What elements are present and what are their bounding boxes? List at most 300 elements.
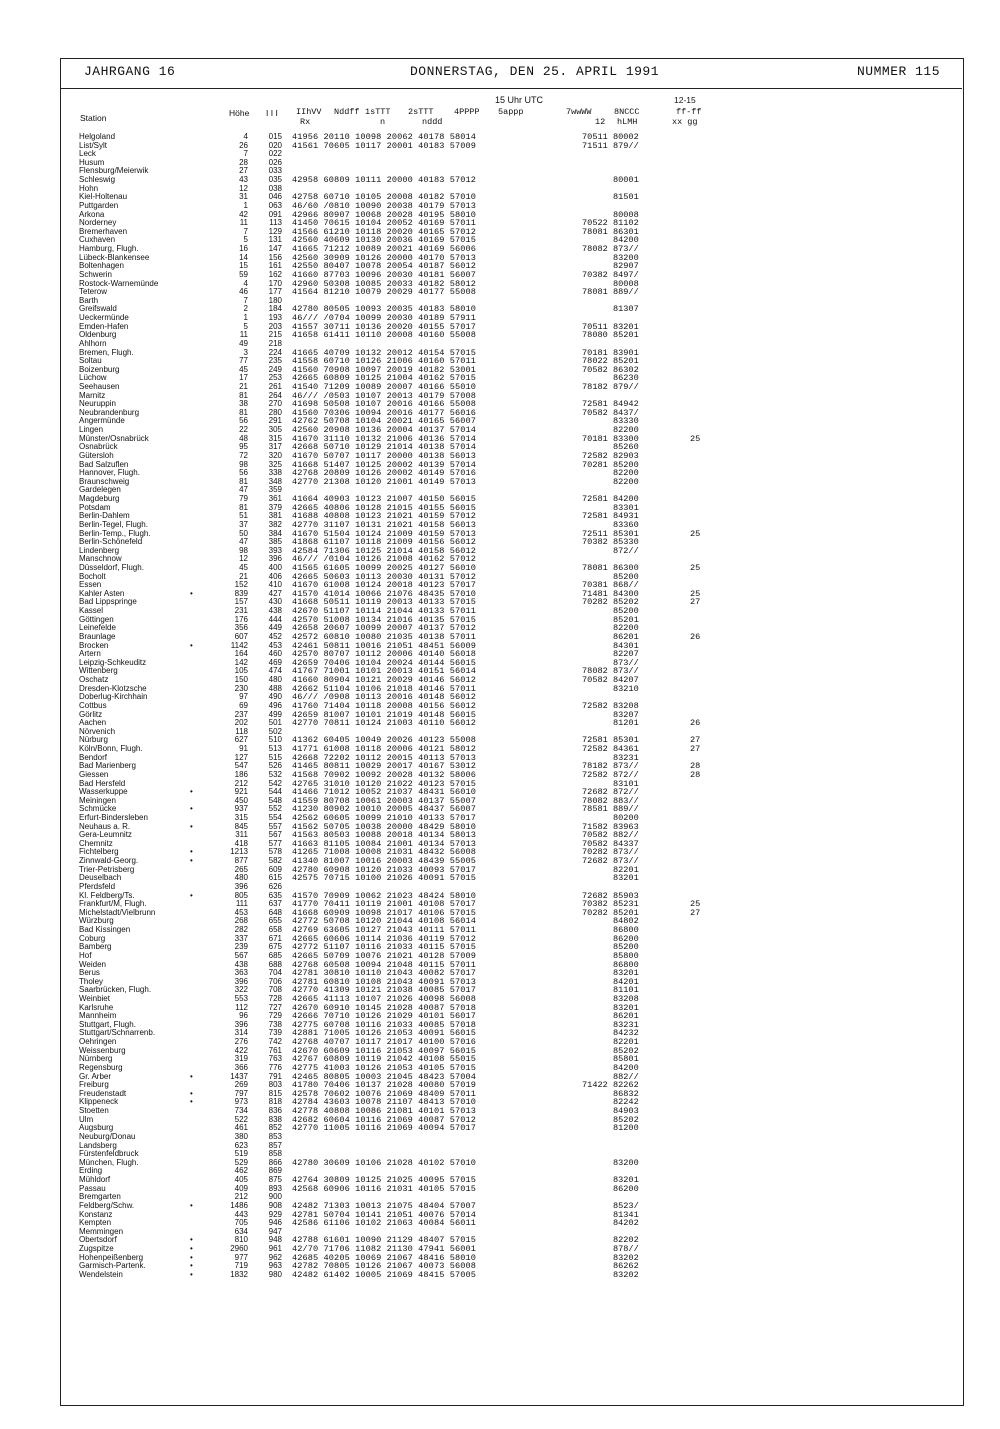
station-height: 450 <box>234 795 248 805</box>
station-name: Neuburg/Donau <box>79 1131 136 1141</box>
station-height: 845 <box>234 821 248 831</box>
observation-groups: 42482 71303 10013 21075 48404 57007 <box>292 1200 476 1211</box>
table-row <box>0 581 1000 590</box>
station-id: 379 <box>268 502 282 512</box>
station-id: 615 <box>268 873 282 883</box>
table-row <box>0 280 1000 289</box>
station-height: 231 <box>234 606 248 616</box>
station-name: Berus <box>79 968 100 978</box>
observation-groups: 42758 60710 10105 20008 40182 57010 <box>292 192 476 203</box>
station-name: Regensburg <box>79 1062 123 1072</box>
station-name: Leck <box>79 149 96 159</box>
mountain-marker: • <box>190 1071 193 1081</box>
table-row <box>0 547 1000 556</box>
observation-groups: 41664 40903 10123 21007 40150 56015 <box>292 494 476 505</box>
station-name: Rostock-Warnemünde <box>79 278 159 288</box>
gust-value: 28 <box>690 761 701 772</box>
station-name: Bocholt <box>79 571 106 581</box>
extra-groups: 70582 8437/ <box>582 407 639 418</box>
station-height: 45 <box>239 364 248 374</box>
extra-groups: 72581 84942 <box>582 399 639 410</box>
extra-groups: 70582 84207 <box>582 675 639 686</box>
extra-groups: 78581 889// <box>582 804 639 815</box>
station-name: Neuruppin <box>79 399 116 409</box>
station-height: 461 <box>234 1123 248 1133</box>
extra-groups: 70582 86302 <box>582 364 639 375</box>
observation-groups: 42772 50708 10120 21044 40108 56014 <box>292 916 476 927</box>
station-id: 022 <box>268 149 282 159</box>
extra-groups: 82200 <box>582 425 639 436</box>
station-id: 427 <box>268 588 282 598</box>
station-id: 496 <box>268 700 282 710</box>
extra-groups: 80001 <box>582 175 639 186</box>
station-id: 063 <box>268 200 282 210</box>
station-name: Bad Marienberg <box>79 761 136 771</box>
station-id: 510 <box>268 735 282 745</box>
station-id: 035 <box>268 175 282 185</box>
observation-groups: 41670 31110 10132 21006 40136 57014 <box>292 433 476 444</box>
observation-groups: 42550 80407 10078 20054 40187 56012 <box>292 261 476 272</box>
table-row <box>0 288 1000 297</box>
table-row <box>0 349 1000 358</box>
station-height: 202 <box>234 718 248 728</box>
table-row <box>0 1124 1000 1133</box>
station-name: Saarbrücken, Flugh. <box>79 985 152 995</box>
table-row <box>0 814 1000 823</box>
station-id: 315 <box>268 433 282 443</box>
gust-value: 27 <box>690 597 701 608</box>
observation-groups: 41670 61008 10124 20018 40123 57017 <box>292 580 476 591</box>
table-row <box>0 297 1000 306</box>
extra-groups: 83202 <box>582 1252 639 1263</box>
extra-groups: 72682 85903 <box>582 890 639 901</box>
table-row <box>0 1159 1000 1168</box>
table-row <box>0 788 1000 797</box>
station-name: Berlin-Dahlem <box>79 511 130 521</box>
observation-groups: 42666 70710 10126 21029 40101 56017 <box>292 1011 476 1022</box>
station-height: 268 <box>234 916 248 926</box>
observation-groups: 42770 21308 10120 21001 40149 57013 <box>292 476 476 487</box>
station-name: Berlin-Tegel, Flugh. <box>79 519 148 529</box>
observation-groups: 46/// /0104 10126 21008 40162 57012 <box>292 554 476 565</box>
observation-groups: 41780 70406 10137 21028 40080 57019 <box>292 1080 476 1091</box>
table-row <box>0 1185 1000 1194</box>
extra-groups: 78081 86300 <box>582 563 639 573</box>
table-row <box>0 1055 1000 1064</box>
station-id: 020 <box>268 140 282 150</box>
station-name: Garmisch-Partenk. <box>79 1261 146 1271</box>
extra-groups: 83201 <box>582 1175 639 1186</box>
gust-value: 28 <box>690 769 701 780</box>
table-row <box>0 1228 1000 1237</box>
extra-groups: 84202 <box>582 1218 639 1229</box>
mountain-marker: • <box>190 1252 193 1262</box>
station-id: 460 <box>268 649 282 659</box>
station-height: 237 <box>234 709 248 719</box>
table-row <box>0 736 1000 745</box>
table-row <box>0 754 1000 763</box>
observation-groups: 41568 70902 10092 20028 40132 58006 <box>292 769 476 780</box>
station-name: Oschatz <box>79 675 109 685</box>
extra-groups: 72682 872// <box>582 787 639 798</box>
table-row <box>0 969 1000 978</box>
table-row <box>0 495 1000 504</box>
observation-groups: 41668 60909 10098 21017 40106 57015 <box>292 907 476 918</box>
station-name: Tholey <box>79 976 104 986</box>
table-row <box>0 926 1000 935</box>
station-name: Michelstadt/Vielbrunn <box>79 907 156 917</box>
station-name: Kiel-Holtenau <box>79 192 128 202</box>
station-name: Lüchow <box>79 373 107 383</box>
station-id: 449 <box>268 623 282 633</box>
col-n: n <box>380 117 386 127</box>
station-height: 50 <box>239 528 248 538</box>
station-name: Memmingen <box>79 1226 124 1236</box>
table-row <box>0 262 1000 271</box>
extra-groups: 85200 <box>582 571 639 582</box>
extra-groups: 80008 <box>582 278 639 289</box>
extra-groups: 83202 <box>582 1269 639 1280</box>
station-name: Ueckermünde <box>79 313 129 323</box>
station-height: 12 <box>239 183 248 193</box>
station-name: Konstanz <box>79 1209 113 1219</box>
table-row <box>0 1012 1000 1021</box>
station-height: 11 <box>239 330 248 340</box>
station-id: 763 <box>268 1054 282 1064</box>
observation-groups: 42570 80707 10112 20006 40140 56018 <box>292 649 476 660</box>
table-row <box>0 1029 1000 1038</box>
station-name: Leinefelde <box>79 623 116 633</box>
station-id: 305 <box>268 425 282 435</box>
station-height: 356 <box>234 623 248 633</box>
station-name: Bad Hersfeld <box>79 778 126 788</box>
table-row <box>0 1254 1000 1263</box>
station-name: Feldberg/Schw. <box>79 1200 135 1210</box>
table-row <box>0 616 1000 625</box>
station-name: Würzburg <box>79 916 114 926</box>
station-id: 235 <box>268 356 282 366</box>
table-row <box>0 745 1000 754</box>
station-header: Station <box>80 113 107 123</box>
station-name: Neubrandenburg <box>79 407 140 417</box>
station-height: 1 <box>243 200 248 210</box>
station-height: 7 <box>243 149 248 159</box>
extra-groups: 84201 <box>582 976 639 987</box>
table-row <box>0 202 1000 211</box>
extra-groups: 882// <box>582 1071 639 1082</box>
station-height: 480 <box>234 873 248 883</box>
station-name: Coburg <box>79 933 106 943</box>
station-name: Boltenhagen <box>79 261 124 271</box>
table-row <box>0 564 1000 573</box>
station-height: 43 <box>239 175 248 185</box>
mountain-marker: • <box>190 1243 193 1253</box>
station-id: 582 <box>268 856 282 866</box>
extra-groups: 878// <box>582 1243 639 1254</box>
station-height: 1213 <box>230 847 248 857</box>
station-id: 382 <box>268 519 282 529</box>
station-name: Hamburg, Flugh. <box>79 244 139 254</box>
observation-groups: 41668 51407 10125 20002 40139 57014 <box>292 459 476 470</box>
table-row <box>0 1142 1000 1151</box>
date-label: DONNERSTAG, DEN 25. APRIL 1991 <box>410 64 660 79</box>
extra-groups: 85200 <box>582 606 639 617</box>
station-id: 858 <box>268 1149 282 1159</box>
station-id: 253 <box>268 373 282 383</box>
station-name: Schwerin <box>79 269 112 279</box>
observation-groups: 41450 70615 10104 20052 40169 57011 <box>292 218 476 229</box>
station-height: 97 <box>239 692 248 702</box>
station-id: 727 <box>268 1002 282 1012</box>
observation-groups: 42770 11005 10116 21069 40094 57017 <box>292 1123 476 1134</box>
station-name: Kl. Feldberg/Ts. <box>79 890 135 900</box>
station-name: Husum <box>79 157 105 167</box>
extra-groups: 70582 84337 <box>582 838 639 849</box>
extra-groups: 72581 85301 <box>582 735 639 746</box>
extra-groups: 85202 <box>582 1114 639 1125</box>
station-name: Erfurt-Bindersleben <box>79 812 148 822</box>
col-iihvv: IIhVV <box>296 107 322 117</box>
table-row <box>0 254 1000 263</box>
table-row <box>0 443 1000 452</box>
observation-groups: 41566 61210 10118 20020 40165 57012 <box>292 226 476 237</box>
station-id: 469 <box>268 657 282 667</box>
station-height: 150 <box>234 675 248 685</box>
station-id: 177 <box>268 287 282 297</box>
station-height: 1142 <box>230 640 248 650</box>
station-name: Meiningen <box>79 795 116 805</box>
mountain-marker: • <box>190 1235 193 1245</box>
station-height: 81 <box>239 476 248 486</box>
station-name: Stuttgart, Flugh. <box>79 1019 136 1029</box>
station-height: 797 <box>234 1088 248 1098</box>
mountain-marker: • <box>190 640 193 650</box>
extra-groups: 82907 <box>582 261 639 272</box>
extra-groups: 83210 <box>582 683 639 694</box>
observation-groups: 42788 61601 10090 21129 48407 57015 <box>292 1235 476 1246</box>
observation-groups: 41670 50707 10117 20000 40138 56013 <box>292 450 476 461</box>
station-height: 937 <box>234 804 248 814</box>
table-row <box>0 400 1000 409</box>
station-id: 317 <box>268 442 282 452</box>
table-row <box>0 486 1000 495</box>
extra-groups: 81101 <box>582 985 639 996</box>
observation-groups: 42668 50710 10129 21014 40138 57014 <box>292 442 476 453</box>
observation-groups: 41465 80811 10029 20017 40167 53012 <box>292 761 476 772</box>
station-id: 739 <box>268 1028 282 1038</box>
observation-groups: 41557 30711 10136 20020 40155 57017 <box>292 321 476 332</box>
station-name: Lindenberg <box>79 545 120 555</box>
table-row <box>0 1107 1000 1116</box>
station-name: List/Sylt <box>79 140 108 150</box>
table-row <box>0 409 1000 418</box>
station-height: 418 <box>234 838 248 848</box>
station-name: Manschnow <box>79 554 122 564</box>
station-name: Emden-Hafen <box>79 321 129 331</box>
mountain-marker: • <box>190 787 193 797</box>
extra-groups: 70382 85231 <box>582 899 639 910</box>
observation-groups: 41466 71012 10052 21037 48431 56010 <box>292 787 476 798</box>
station-id: 038 <box>268 183 282 193</box>
observation-groups: 42768 20809 10126 20002 40149 57016 <box>292 468 476 479</box>
station-name: Weiden <box>79 959 106 969</box>
table-row <box>0 1073 1000 1082</box>
extra-groups: 86800 <box>582 925 639 936</box>
observation-groups: 42662 51104 10106 21018 40146 57011 <box>292 683 476 694</box>
station-name: Gr. Arber <box>79 1071 112 1081</box>
extra-groups: 85801 <box>582 1054 639 1065</box>
station-height: 877 <box>234 856 248 866</box>
station-name: Passau <box>79 1183 106 1193</box>
station-name: Lübeck-Blankensee <box>79 252 150 262</box>
station-height: 49 <box>239 338 248 348</box>
observation-groups: 42670 51107 10114 21044 40133 57011 <box>292 606 476 617</box>
extra-groups: 78022 85201 <box>582 356 639 367</box>
extra-groups: 86832 <box>582 1088 639 1099</box>
extra-groups: 82201 <box>582 1037 639 1048</box>
station-height: 1 <box>243 313 248 323</box>
station-height: 96 <box>239 1011 248 1021</box>
station-height: 405 <box>234 1175 248 1185</box>
observation-groups: 42659 70406 10104 20024 40144 56015 <box>292 657 476 668</box>
extra-groups: 86262 <box>582 1261 639 1272</box>
table-row <box>0 469 1000 478</box>
extra-groups: 71422 82262 <box>582 1080 639 1091</box>
observation-groups: 42775 41003 10126 21053 40105 57015 <box>292 1062 476 1073</box>
table-row <box>0 366 1000 375</box>
extra-groups: 84232 <box>582 1028 639 1039</box>
station-height: 1832 <box>230 1269 248 1279</box>
gust-value: 25 <box>690 433 701 444</box>
station-id: 838 <box>268 1114 282 1124</box>
observation-groups: 42960 50308 10085 20033 40182 58012 <box>292 278 476 289</box>
observation-groups: 42768 60508 10094 21048 40115 57011 <box>292 959 476 970</box>
extra-groups: 84301 <box>582 640 639 651</box>
observation-groups: 42659 81007 10101 21019 40148 56015 <box>292 709 476 720</box>
station-height: 212 <box>234 1192 248 1202</box>
extra-groups: 78080 85201 <box>582 330 639 341</box>
station-name: Braunschweig <box>79 476 130 486</box>
station-name: Seehausen <box>79 381 120 391</box>
station-id: 875 <box>268 1175 282 1185</box>
table-row <box>0 236 1000 245</box>
station-name: Zinnwald-Georg. <box>79 856 139 866</box>
station-name: Schmücke <box>79 804 117 814</box>
station-height: 212 <box>234 778 248 788</box>
table-row <box>0 1193 1000 1202</box>
station-id: 131 <box>268 235 282 245</box>
table-row <box>0 305 1000 314</box>
observation-groups: 42682 60604 10116 21069 40087 57012 <box>292 1114 476 1125</box>
station-name: Bremerhaven <box>79 226 128 236</box>
station-id: 857 <box>268 1140 282 1150</box>
col-5appp: 5appp <box>498 107 524 117</box>
station-id: 113 <box>269 218 282 228</box>
table-row <box>0 831 1000 840</box>
station-name: Bad Lippspringe <box>79 597 137 607</box>
table-row <box>0 943 1000 952</box>
station-id: 261 <box>268 381 282 391</box>
station-name: Wendelstein <box>79 1269 123 1279</box>
station-id: 852 <box>268 1123 282 1133</box>
station-height: 363 <box>234 968 248 978</box>
col-xxgg: xx gg <box>672 117 698 127</box>
col-rx: Rx <box>300 117 311 127</box>
extra-groups: 86201 <box>582 1011 639 1022</box>
observation-groups: 41558 60710 10126 21006 40160 57011 <box>292 356 476 367</box>
station-height: 77 <box>239 356 248 366</box>
observation-groups: 41663 81105 10084 21001 40134 57013 <box>292 838 476 849</box>
extra-groups: 78082 873// <box>582 666 639 677</box>
station-name: Leipzig-Schkeuditz <box>79 657 147 667</box>
extra-groups: 82202 <box>582 1235 639 1246</box>
table-row <box>0 780 1000 789</box>
table-row <box>0 624 1000 633</box>
station-name: Greifswald <box>79 304 117 314</box>
station-height: 79 <box>239 494 248 504</box>
table-row <box>0 771 1000 780</box>
extra-groups: 81307 <box>582 304 639 315</box>
table-row <box>0 1081 1000 1090</box>
gust-value: 26 <box>690 631 701 642</box>
station-id: 776 <box>268 1062 282 1072</box>
gust-value: 27 <box>690 907 701 918</box>
extra-groups: 85202 <box>582 1045 639 1056</box>
station-height: 607 <box>234 631 248 641</box>
station-id: 384 <box>268 528 282 538</box>
observation-groups: 46/60 /0810 10090 20038 40179 57013 <box>292 200 476 211</box>
station-height: 366 <box>234 1062 248 1072</box>
station-height: 2960 <box>230 1243 248 1253</box>
station-height: 46 <box>239 287 248 297</box>
observation-groups: 46/// /0503 10107 20013 40179 57008 <box>292 390 476 401</box>
extra-groups: 8523/ <box>582 1200 639 1211</box>
station-name: Helgoland <box>79 132 116 141</box>
station-id: 184 <box>268 304 282 314</box>
table-row <box>0 650 1000 659</box>
station-name: Schleswig <box>79 175 116 185</box>
station-name: Trier-Petrisberg <box>79 864 135 874</box>
station-id: 803 <box>268 1080 282 1090</box>
extra-groups: 81201 <box>582 718 639 729</box>
table-row <box>0 883 1000 892</box>
station-height: 977 <box>234 1252 248 1262</box>
station-id: 046 <box>268 192 282 202</box>
col-4pppp: 4PPPP <box>454 107 480 117</box>
col-8nccc: 8NCCC <box>614 107 640 117</box>
extra-groups: 70522 81102 <box>582 218 639 229</box>
station-name: München, Flugh. <box>79 1157 139 1167</box>
station-id: 170 <box>268 278 282 288</box>
table-row <box>0 719 1000 728</box>
table-row <box>0 228 1000 237</box>
station-id: 980 <box>268 1269 282 1279</box>
observation-groups: 42665 60809 10125 21004 40162 57015 <box>292 373 476 384</box>
station-name: Bremgarten <box>79 1192 121 1202</box>
table-row <box>0 1098 1000 1107</box>
station-name: Puttgarden <box>79 200 119 210</box>
station-name: Bad Salzuflen <box>79 459 129 469</box>
station-id: 490 <box>268 692 282 702</box>
extra-groups: 83301 <box>582 502 639 513</box>
station-id: 946 <box>268 1218 282 1228</box>
table-row <box>0 426 1000 435</box>
station-id: 893 <box>268 1183 282 1193</box>
table-row <box>0 642 1000 651</box>
station-id: 557 <box>268 821 282 831</box>
station-id: 671 <box>268 933 282 943</box>
station-height: 14 <box>239 252 248 262</box>
